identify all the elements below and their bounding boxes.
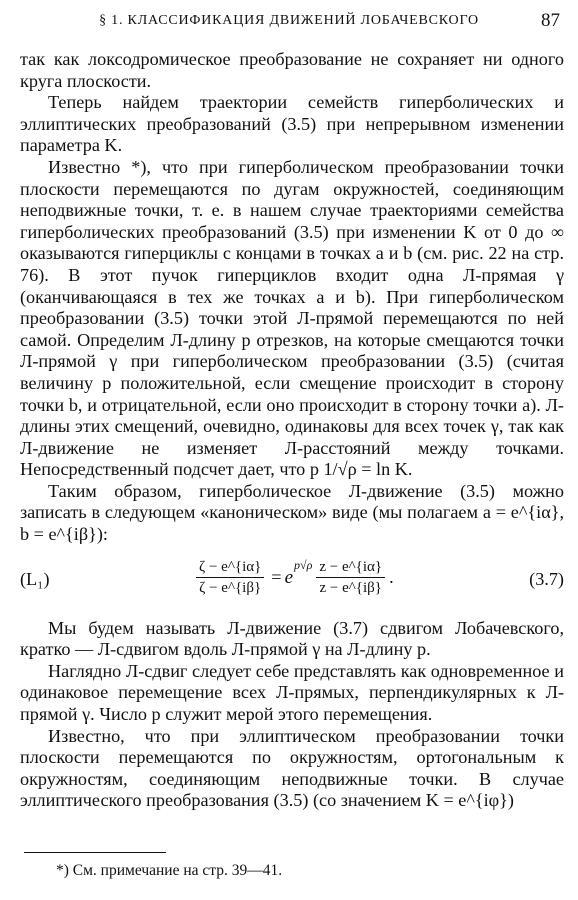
page-number: 87 [541, 10, 560, 31]
lhs-numerator: ζ − e^{iα} [196, 558, 264, 578]
equation-number: (3.7) [529, 568, 564, 589]
rhs-numerator: z − e^{iα} [316, 558, 385, 578]
paragraph-5: Мы будем называть Л-движение (3.7) сдвигом Лобачевского, кратко — Л-сдвигом вдоль Л-прямой γ на Л-длину p. [20, 617, 564, 660]
exponent-power: p√ρ [294, 557, 313, 572]
equals-sign: = [271, 566, 282, 587]
page-header [0, 10, 578, 36]
paragraph-4: Таким образом, гиперболическое Л-движение (3.5) можно записать в следующем «каноническом» виде (мы полагаем a = e^{iα}, b = e^{iβ}): [20, 480, 564, 545]
rhs-fraction [316, 558, 385, 597]
rhs-denominator: z − e^{iβ} [319, 580, 382, 597]
paragraph-2: Теперь найдем траектории семейств гиперболических и эллиптических преобразований (3.5) при непрерывном изменении параметра K. [20, 92, 564, 156]
formula-end: . [389, 566, 394, 587]
paragraph-7: Известно, что при эллиптическом преобразовании точки плоскости перемещаются по окружностям, ортогональным к окружностям, соединяющим неподвижные точки. В случае эллиптического преобразования (3.5) (со значением K = e^{iφ}) [20, 725, 564, 811]
paragraph-1: так как локсодромическое преобразование не сохраняет ни одного круга плоскости. [20, 49, 564, 91]
footnote: *) См. примечание на стр. 39—41. [56, 862, 283, 879]
exponential [284, 557, 313, 589]
formula-label: (L₁) [20, 568, 50, 589]
paragraph-6: Наглядно Л-сдвиг следует себе представлять как одновременное и одинаковое перемещение всех Л-прямых, перпендикулярных к Л-прямой γ. Число p служит мерой этого перемещения. [20, 660, 564, 725]
footnote-rule [24, 852, 166, 853]
formula-expression [192, 550, 394, 606]
running-title: § 1. КЛАССИФИКАЦИЯ ДВИЖЕНИЙ ЛОБАЧЕВСКОГО [99, 13, 479, 28]
exponent-base: e [284, 566, 293, 588]
lhs-denominator: ζ − e^{iβ} [199, 580, 262, 597]
formula-3-7 [20, 550, 564, 612]
paragraph-3: Известно *), что при гиперболическом преобразовании точки плоскости перемещаются по дугам окружностей, соединяющим неподвижные точки, т. е. в нашем случае траекториями семейства гиперболических преобразований (3.5) при изменении K от 0 до ∞ оказываются гиперциклы с концами в точках a и b (см. рис. 22 на стр. 76). В этот пучок гиперциклов входит одна Л-прямая γ (оканчивающаяся в тех же точках a и b). При гиперболическом преобразовании (3.5) точки этой Л-прямой перемещаются по ней самой. Определим Л-длину p отрезков, на которые смещаются точки Л-прямой γ при гиперболическом преобразовании (3.5) (считая величину p положительной, если смещение происходит в сторону точки b, и отрицательной, если оно происходит в сторону точки a). Л-длины этих смещений, очевидно, одинаковы для всех точек γ, так как Л-движение не изменяет Л-расстояний между точками. Непосредственный подсчет дает, что p 1/√ρ = ln K. [20, 156, 564, 480]
lhs-fraction [196, 558, 264, 597]
page-body [20, 49, 564, 812]
